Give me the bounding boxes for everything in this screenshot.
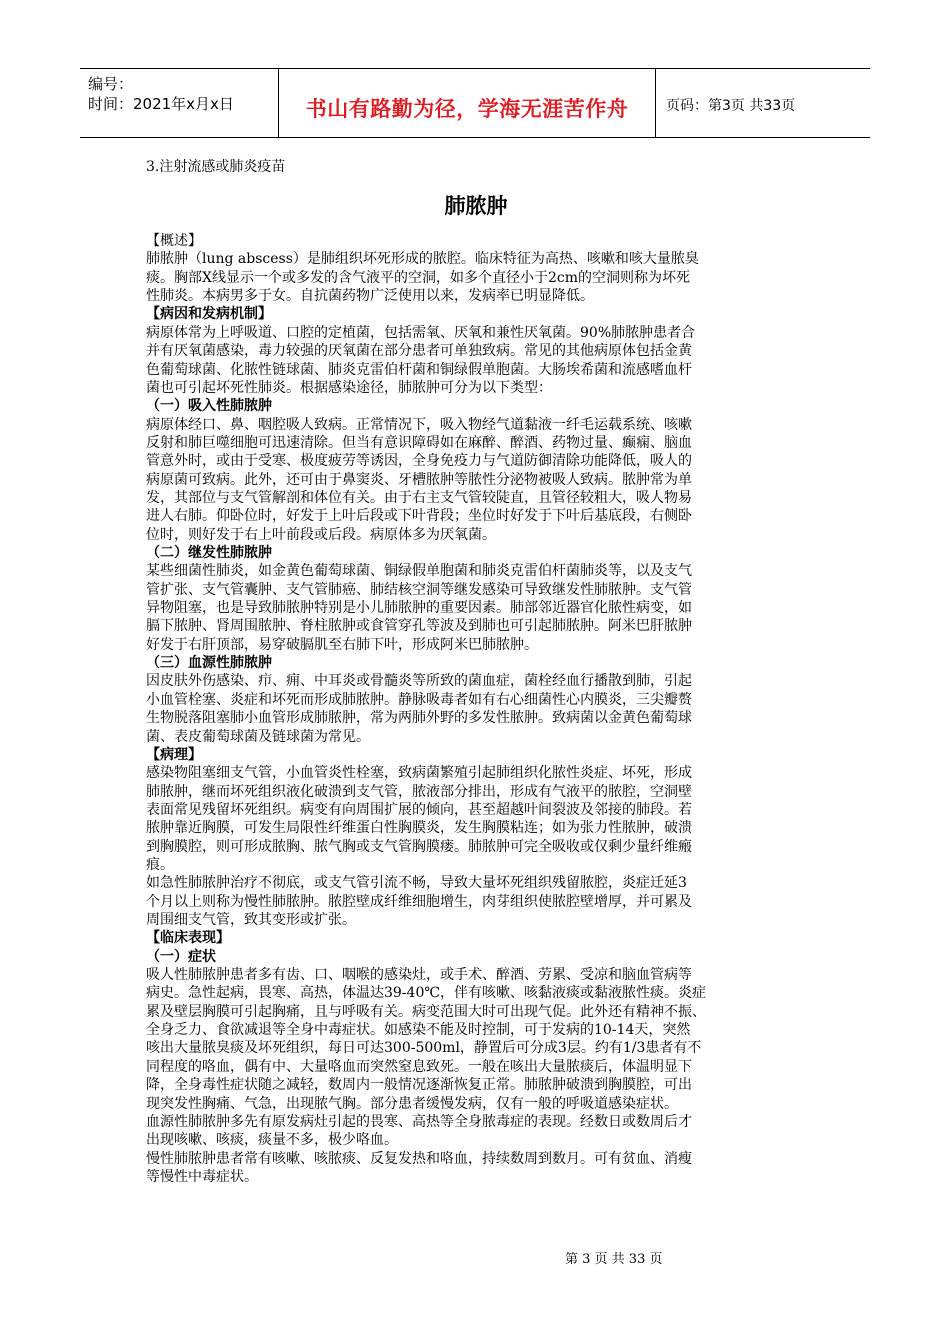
text-line: 好发于右肝顶部，易穿破膈肌至右肺下叶，形成阿米巴肺脓肿。 (146, 636, 538, 653)
text-line: 累及壁层胸膜可引起胸痛，且与呼吸有关。病变范围大时可出现气促。此外还有精神不振、 (146, 1003, 706, 1020)
text-line: 到胸膜腔，则可形成脓胸、脓气胸或支气管胸膜瘘。肺脓肿可完全吸收或仅剩少量纤维瘢 (146, 838, 692, 855)
header-page-cell (656, 69, 870, 137)
text-line: 菌、表皮葡萄球菌及链球菌为常见。 (146, 728, 370, 745)
text-line: 出现咳嗽、咳痰，痰量不多，极少咯血。 (146, 1132, 398, 1149)
text-line: 病原体经口、鼻、咽腔吸人致病。正常情况下，吸入物经气道黏液一纤毛运载系统、咳嗽 (146, 416, 692, 433)
text-line: 个月以上则称为慢性肺脓肿。脓腔壁成纤维细胞增生，肉芽组织使脓腔壁增厚，并可累及 (146, 893, 692, 910)
text-line: 降，全身毒性症状随之减轻，数周内一般情况逐渐恢复正常。肺脓肿破溃到胸膜腔，可出 (146, 1077, 692, 1094)
text-line: 现突发性胸痛、气急，出现脓气胸。部分患者缓慢发病，仅有一般的呼吸道感染症状。 (146, 1095, 678, 1112)
text-line: 周围细支气管，致其变形或扩张。 (146, 912, 356, 928)
text-line: 痕。 (146, 856, 174, 873)
text-line: 菌也可引起坏死性肺炎。根据感染途径，肺脓肿可分为以下类型： (146, 379, 552, 396)
text-line: 并有厌氧菌感染，毒力较强的厌氧菌在部分患者可单独致病。常见的其他病原体包括金黄 (146, 343, 692, 360)
header-motto-cell (279, 69, 656, 137)
text-line: 管意外时，或由于受寒、极度疲劳等诱因，全身免疫力与气道防御清除功能降低，吸人的 (146, 453, 692, 470)
text-line: 肺脓肿（lung abscess）是肺组织坏死形成的脓腔。临床特征为高热、咳嗽和咳大量脓臭 (146, 251, 699, 268)
text-line: 病原体常为上呼吸道、口腔的定植菌，包括需氧、厌氧和兼性厌氧菌。90%肺脓肿患者合 (146, 324, 696, 341)
motto: 书山有路勤为径，学海无涯苦作舟 (305, 97, 629, 121)
text-line: 生物脱落阻塞肺小血管形成肺脓肿，常为两肺外野的多发性脓肿。致病菌以金黄色葡萄球 (146, 710, 692, 727)
text-line: 等慢性中毒症状。 (146, 1168, 258, 1185)
section-heading: 【临床表现】 (146, 930, 230, 947)
section-heading: （三）血源性肺脓肿 (146, 655, 272, 671)
page-footer: 第 3 页 共 33 页 (565, 1252, 663, 1267)
text-line: 咳出大量脓臭痰及坏死组织，每日可达300-500ml，静置后可分成3层。约有1/3患者有不 (146, 1040, 702, 1057)
text-line: 病史。急性起病，畏寒、高热，体温达39-40℃，伴有咳嗽、咳黏液痰或黏液脓性痰。炎症 (146, 985, 707, 1002)
text-line: 性肺炎。本病男多于女。自抗菌药物广泛使用以来，发病率已明显降低。 (146, 288, 594, 305)
text-line: 痰。胸部X线显示一个或多发的含气液平的空洞，如多个直径小于2cm的空洞则称为坏死 (146, 269, 690, 286)
text-line: 吸人性肺脓肿患者多有齿、口、咽喉的感染灶，或手术、醉酒、劳累、受凉和脑血管病等 (146, 967, 692, 983)
text-line: 位时，则好发于右上叶前段或后段。病原体多为厌氧菌。 (146, 526, 496, 543)
text-line: 病原菌可致病。此外，还可由于鼻窦炎、牙槽脓肿等脓性分泌物被吸人致病。脓肿常为单 (146, 471, 692, 488)
header-table (80, 68, 870, 138)
section-heading: （一）吸入性肺脓肿 (146, 398, 272, 415)
document-number: 编号： (88, 75, 134, 93)
text-line: 脓肿靠近胸膜，可发生局限性纤维蛋白性胸膜炎，发生胸膜粘连；如为张力性脓肿，破溃 (146, 820, 692, 837)
text-line: 小血管栓塞、炎症和坏死而形成肺脓肿。静脉吸毒者如有右心细菌性心内膜炎，三尖瓣赘 (146, 691, 692, 708)
text-line: 因皮肤外伤感染、疖、痈、中耳炎或骨髓炎等所致的菌血症，菌栓经血行播散到肺，引起 (146, 673, 692, 690)
text-line: 慢性肺脓肿患者常有咳嗽、咳脓痰、反复发热和咯血，持续数周到数月。可有贫血、消瘦 (146, 1150, 692, 1167)
text-line: 感染物阻塞细支气管，小血管炎性栓塞，致病菌繁殖引起肺组织化脓性炎症、坏死，形成 (146, 765, 692, 782)
document-time: 时间：2021年x月x日 (88, 95, 234, 113)
section-heading: 【病因和发病机制】 (146, 306, 272, 323)
text-line: 表面常见残留坏死组织。病变有向周围扩展的倾向，甚至超越叶间裂波及邻接的肺段。若 (146, 801, 692, 818)
text-line: 肺脓肿，继而坏死组织液化破溃到支气管，脓液部分排出，形成有气液平的脓腔，空洞壁 (146, 783, 692, 800)
text-line: 色葡萄球菌、化脓性链球菌、肺炎克雷伯杆菌和铜绿假单胞菌。大肠埃希菌和流感嗜血杆 (146, 361, 692, 378)
pre-line: 3.注射流感或肺炎疫苗 (146, 159, 286, 175)
text-line: 反射和肺巨噬细胞可迅速清除。但当有意识障碍如在麻醉、醉酒、药物过量、癫痫、脑血 (146, 434, 692, 451)
text-line: 发，其部位与支气管解剖和体位有关。由于右主支气管较陡直，且管径较粗大，吸人物易 (146, 489, 692, 506)
page-info: 页码：第3页 共33页 (666, 98, 796, 114)
page-title: 肺脓肿 (444, 194, 508, 218)
text-line: 膈下脓肿、肾周围脓肿、脊柱脓肿或食管穿孔等波及到肺也可引起肺脓肿。阿米巴肝脓肿 (146, 618, 692, 635)
section-heading: （二）继发性肺脓肿 (146, 545, 272, 561)
text-line: 同程度的咯血，偶有中、大量咯血而突然窒息致死。一般在咳出大量脓痰后，体温明显下 (146, 1058, 692, 1075)
text-line: 进人右肺。仰卧位时，好发于上叶后段或下叶背段；坐位时好发于下叶后基底段，右侧卧 (146, 508, 692, 525)
text-line: 全身乏力、食欲减退等全身中毒症状。如感染不能及时控制，可于发病的10-14天，突然 (146, 1022, 691, 1039)
text-line: 如急性肺脓肿治疗不彻底，或支气管引流不畅，导致大量坏死组织残留脓腔，炎症迁延3 (146, 875, 687, 892)
header-meta-cell (80, 69, 279, 137)
section-heading: （一）症状 (146, 948, 216, 965)
text-line: 某些细菌性肺炎，如金黄色葡萄球菌、铜绿假单胞菌和肺炎克雷伯杆菌肺炎等，以及支气 (146, 563, 692, 580)
section-heading: 【病理】 (146, 746, 202, 763)
text-line: 血源性肺脓肿多先有原发病灶引起的畏寒、高热等全身脓毒症的表现。经数日或数周后才 (146, 1113, 692, 1130)
text-line: 管扩张、支气管囊肿、支气管肺癌、肺结核空洞等继发感染可导致继发性肺脓肿。支气管 (146, 581, 692, 598)
text-line: 【概述】 (146, 233, 202, 249)
text-line: 异物阻塞，也是导致肺脓肿特别是小儿肺脓肿的重要因素。肺部邻近器官化脓性病变，如 (146, 600, 692, 616)
